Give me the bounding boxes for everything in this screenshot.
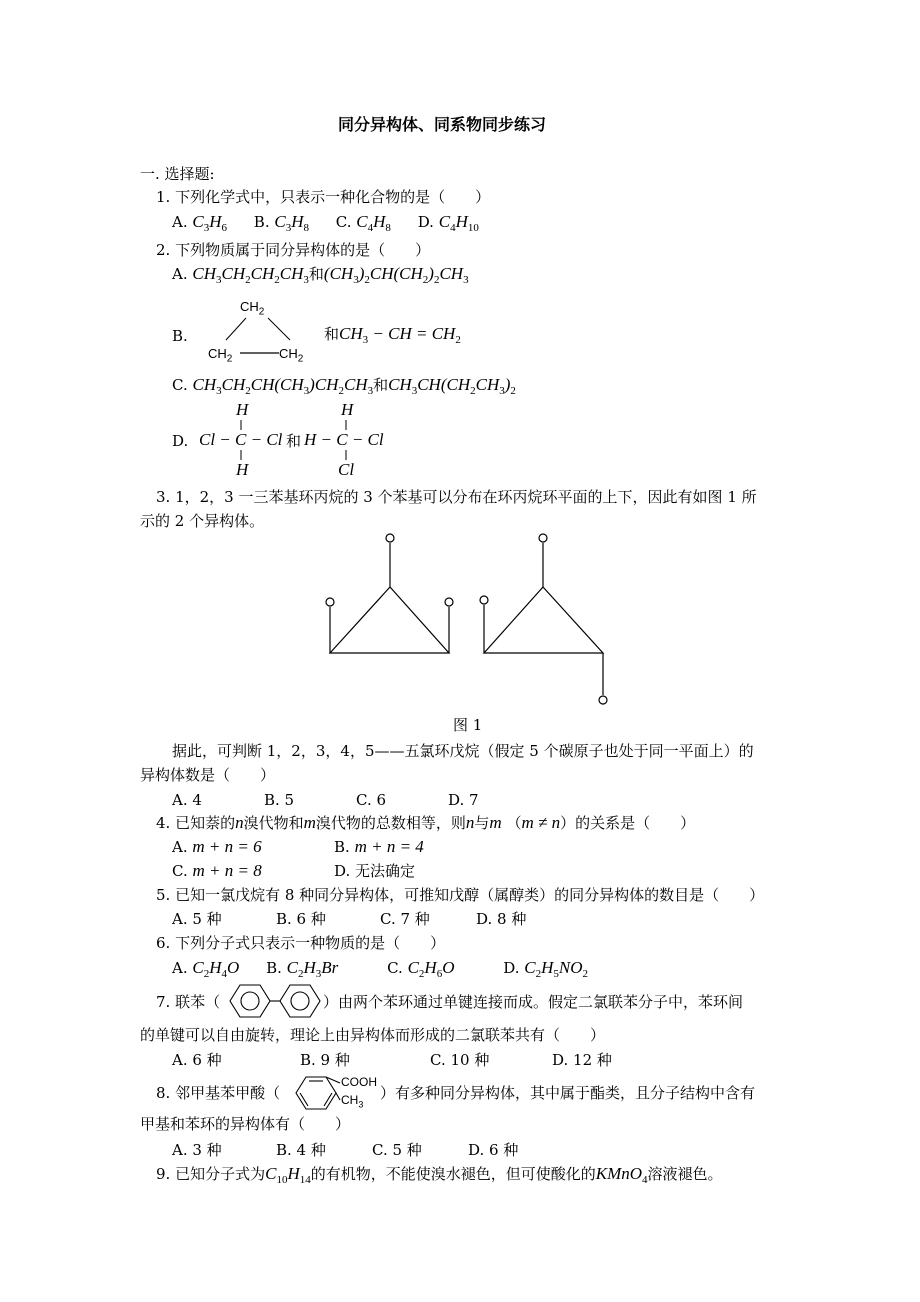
q2-d-formula1: Cl − C − Cl — [199, 430, 283, 449]
q2-option-a-label: A. — [172, 265, 188, 283]
q1-option-b-label: B. — [253, 213, 270, 231]
q5-option-d: D. 8 种 — [476, 910, 527, 928]
q4-stem-mid3: 与 — [474, 814, 490, 832]
q7-stem-post: ）由两个苯环通过单键连接而成。假定二氯联苯分子中，苯环间 — [323, 993, 744, 1011]
q6-option-d-label: D. — [503, 959, 520, 977]
q6-option-b-label: B. — [266, 959, 282, 977]
and-text: 和 — [286, 432, 302, 450]
q7-stem-pre: 7. 联苯（ — [156, 993, 221, 1011]
q9-stem — [156, 1164, 723, 1184]
q4-option-b-formula: m + n = 4 — [354, 837, 424, 856]
page-title: 同分异构体、同系物同步练习 — [338, 115, 547, 134]
q4-option-c-formula: m + n = 8 — [192, 861, 262, 880]
q2-b-ring-right: $CH_2$ — [279, 346, 304, 365]
q6-stem: 6. 下列分子式只表示一种物质的是（ ） — [156, 934, 446, 952]
q2-option-c-label: C. — [172, 376, 188, 394]
q4-option-a-formula: m + n = 6 — [192, 837, 262, 856]
var-n: n — [235, 813, 244, 832]
q4-option-d: D. 无法确定 — [334, 862, 416, 880]
q2-option-a-formula2: $(CH_3)_2CH(CH_2)_2CH_3$ — [323, 264, 469, 286]
q8-stem-post: ）有多种同分异构体，其中属于酯类，且分子结构中含有 — [380, 1084, 756, 1102]
q4-stem-pre: 4. 已知萘的 — [156, 814, 236, 832]
q8-stem-line2: 甲基和苯环的异构体有（ ） — [140, 1115, 351, 1133]
q5-option-a: A. 5 种 — [172, 910, 222, 928]
q8-option-b: B. 4 种 — [276, 1141, 326, 1159]
figure-1-caption: 图 1 — [453, 716, 483, 734]
q1-option-d-formula: $C_4H_{10}$ — [438, 212, 479, 234]
q2-d-h-top2: H — [341, 400, 354, 419]
q9-formula-kmno4: KMnO$_4$ — [595, 1164, 648, 1186]
q5-option-c: C. 7 种 — [380, 910, 430, 928]
q4-stem-mid1: 溴代物和 — [243, 814, 304, 832]
q4-stem-end: ）的关系是（ ） — [560, 814, 696, 832]
q1-option-d-label: D. — [417, 213, 434, 231]
q1-stem: 1. 下列化学式中，只表示一种化合物的是（ ） — [156, 188, 491, 206]
q5-stem: 5. 已知一氯戊烷有 8 种同分异构体，可推知戊醇（属醇类）的同分异构体的数目是（ ） — [156, 886, 765, 904]
q3-stem-line2: 示的 2 个异构体。 — [140, 512, 265, 530]
q2-d-h-top1: H — [236, 400, 249, 419]
and-text: 和 — [324, 325, 340, 343]
var-n: n — [465, 813, 475, 832]
q7-option-d: D. 12 种 — [552, 1051, 612, 1069]
q8-option-d: D. 6 种 — [468, 1141, 519, 1159]
q3-option-a: A. 4 — [172, 791, 202, 809]
q2-option-c-formula1: $CH_3CH_2CH(CH_3)CH_2CH_3$ — [192, 375, 374, 397]
q6-option-a-label: A. — [172, 959, 188, 977]
and-text: 和 — [308, 265, 324, 283]
q4-stem: 4. 已知萘的n溴代物和m溴代物的总数相等，则n与m （m ≠ n）的关系是（ ） — [156, 813, 696, 832]
q7-stem-line2: 的单键可以自由旋转，理论上由异构体而形成的二氯联苯共有（ ） — [140, 1026, 606, 1044]
q4-option-a-label: A. — [172, 838, 188, 856]
q2-d-h-bottom1: H — [236, 460, 249, 479]
q6-option-d-formula: $C_2H_5NO_2$ — [524, 958, 589, 980]
q2-d-cl-bottom2: Cl — [338, 460, 355, 479]
q2-d-formula2: H − C − Cl — [304, 430, 384, 449]
q9-formula-c10h14: $C_{10}H_{14}$ — [265, 1164, 311, 1186]
q9-stem-mid: 的有机物，不能使溴水褪色，但可使酸化的 — [310, 1165, 596, 1183]
q1-option-b-formula: $C_3H_8$ — [274, 212, 309, 234]
q1-option-c-label: C. — [335, 213, 352, 231]
var-m: m — [489, 813, 502, 832]
q9-stem-pre: 9. 已知分子式为 — [156, 1165, 266, 1183]
q2-option-b-formula: $CH_3$ − CH = $CH_2$ — [339, 324, 461, 346]
q7-option-c: C. 10 种 — [430, 1051, 490, 1069]
q2-option-d-label: D. — [172, 432, 189, 450]
q4-condition: m ≠ n — [521, 813, 561, 832]
q2-option-b-label: B. — [172, 327, 188, 345]
q2-option-c-formula2: $CH_3CH(CH_2CH_3)_2$ — [388, 375, 516, 397]
section-heading: 一. 选择题: — [140, 165, 215, 183]
q8-ch3-label: $CH_3$ — [341, 1093, 364, 1110]
q1-option-a-label: A. — [172, 213, 188, 231]
q1-option-a-formula: $C_3H_6$ — [192, 212, 228, 234]
q8-cooh-label: COOH — [341, 1075, 377, 1089]
q3-option-b: B. 5 — [264, 791, 295, 809]
q3-paragraph-line1: 据此，可判断 1，2，3，4，5——五氯环戊烷（假定 5 个碳原子也处于同一平面上）的 — [172, 742, 754, 760]
q4-option-b-label: B. — [334, 838, 350, 856]
q6-option-c-formula: $C_2H_6O$ — [407, 958, 455, 980]
q5-option-b: B. 6 种 — [276, 910, 326, 928]
q3-stem-line1: 3. 1，2，3 一三苯基环丙烷的 3 个苯基可以分布在环丙烷环平面的上下，因此有如图 1 所 — [156, 488, 757, 506]
q7-option-a: A. 6 种 — [172, 1051, 222, 1069]
q2-option-a-formula1: $CH_3CH_2CH_2CH_3$ — [192, 264, 309, 286]
q8-option-c: C. 5 种 — [372, 1141, 422, 1159]
and-text: 和 — [373, 376, 389, 394]
q4-option-c-label: C. — [172, 862, 188, 880]
q9-stem-end: 溶液褪色。 — [647, 1165, 723, 1183]
q2-stem: 2. 下列物质属于同分异构体的是（ ） — [156, 241, 431, 259]
var-m: m — [303, 813, 316, 832]
q6-option-b-formula: $C_2H_3Br$ — [286, 958, 339, 980]
q1-option-c-formula: $C_4H_8$ — [356, 212, 391, 234]
q7-option-b: B. 9 种 — [300, 1051, 350, 1069]
q8-stem-pre: 8. 邻甲基苯甲酸（ — [156, 1084, 281, 1102]
q3-option-c: C. 6 — [356, 791, 387, 809]
q3-paragraph-line2: 异构体数是（ ） — [140, 766, 276, 784]
q6-option-c-label: C. — [387, 959, 403, 977]
q3-option-d: D. 7 — [448, 791, 479, 809]
q2-b-ring-left: $CH_2$ — [208, 346, 233, 365]
q4-stem-mid2: 溴代物的总数相等，则 — [315, 814, 466, 832]
q6-option-a-formula: $C_2H_4O$ — [192, 958, 240, 980]
q8-option-a: A. 3 种 — [172, 1141, 222, 1159]
q2-b-ring-top: $CH_2$ — [240, 299, 265, 318]
